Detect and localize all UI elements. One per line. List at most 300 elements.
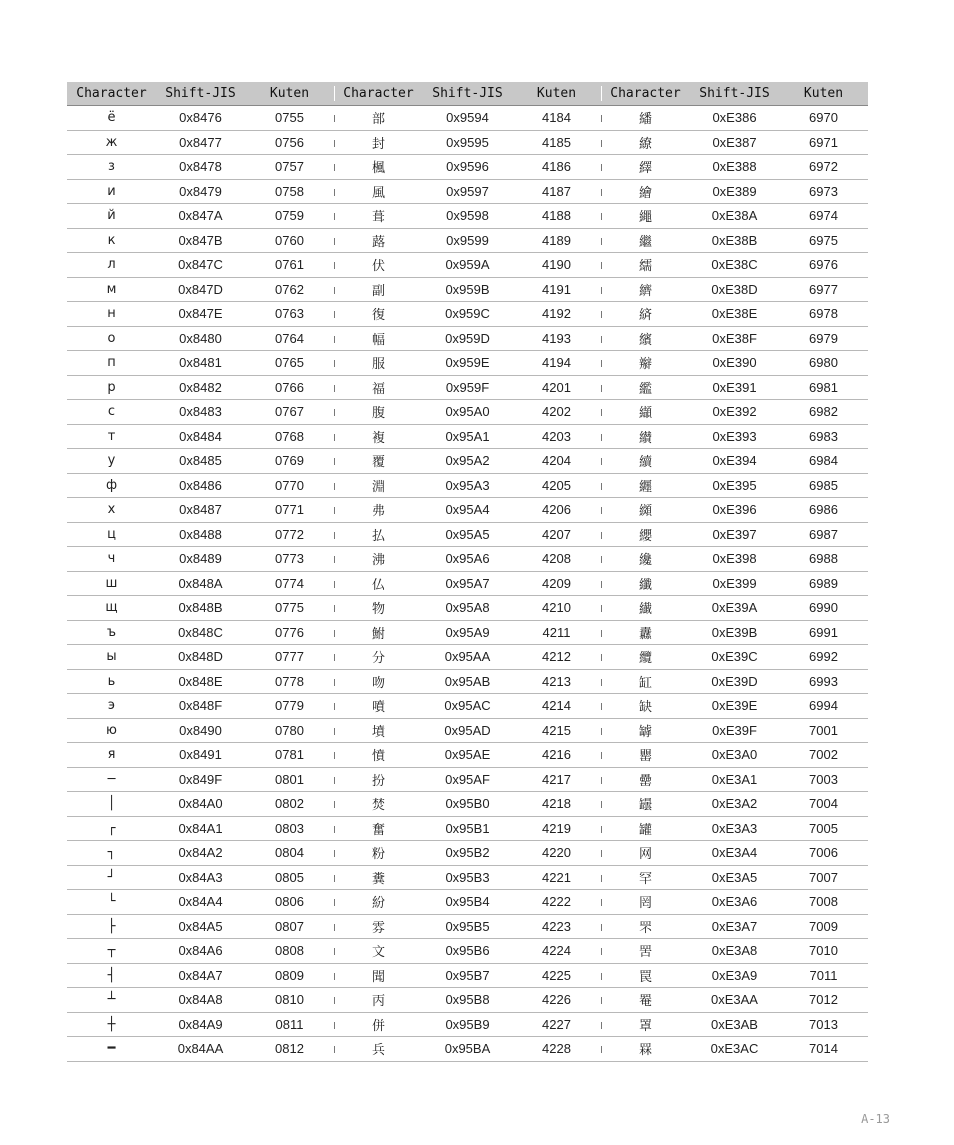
shift-jis-cell: 0xE3A3 [690,816,779,841]
kuten-cell: 0801 [245,767,334,792]
kuten-cell: 7011 [779,963,868,988]
shift-jis-cell: 0x84A2 [156,841,245,866]
shift-jis-cell: 0x95AF [423,767,512,792]
kuten-cell: 4203 [512,424,601,449]
character-cell: 纛 [601,620,690,645]
table-row [67,1037,868,1062]
character-cell: м [67,277,156,302]
shift-jis-cell: 0x95B9 [423,1012,512,1037]
character-cell: 聞 [334,963,423,988]
kuten-cell: 4193 [512,326,601,351]
kuten-cell: 4216 [512,743,601,768]
character-cell: и [67,179,156,204]
shift-jis-cell: 0x848A [156,571,245,596]
kuten-cell: 4184 [512,106,601,131]
character-cell: ъ [67,620,156,645]
table-row [67,792,868,817]
kuten-cell: 4202 [512,400,601,425]
character-cell: 罘 [601,914,690,939]
shift-jis-cell: 0x95A7 [423,571,512,596]
table-row [67,424,868,449]
kuten-cell: 7012 [779,988,868,1013]
kuten-cell: 6986 [779,498,868,523]
character-cell: с [67,400,156,425]
shift-jis-cell: 0x95A8 [423,596,512,621]
character-cell: ┌ [67,816,156,841]
character-cell: 缸 [601,669,690,694]
kuten-cell: 4227 [512,1012,601,1037]
character-cell: 払 [334,522,423,547]
character-cell: 繻 [601,253,690,278]
character-cell: 罧 [601,1037,690,1062]
kuten-cell: 4201 [512,375,601,400]
shift-jis-cell: 0x84A1 [156,816,245,841]
column-header: Character [601,82,690,106]
character-cell: 罎 [601,792,690,817]
character-cell: 雰 [334,914,423,939]
column-header: Shift-JIS [423,82,512,106]
character-cell: 罕 [601,865,690,890]
kuten-cell: 0774 [245,571,334,596]
shift-jis-cell: 0xE39C [690,645,779,670]
kuten-cell: 0775 [245,596,334,621]
table-row [67,326,868,351]
kuten-cell: 4191 [512,277,601,302]
character-cell: 服 [334,351,423,376]
kuten-cell: 0811 [245,1012,334,1037]
kuten-cell: 4207 [512,522,601,547]
kuten-cell: 6994 [779,694,868,719]
character-cell: 罅 [601,718,690,743]
shift-jis-cell: 0x848D [156,645,245,670]
shift-jis-cell: 0x9598 [423,204,512,229]
shift-jis-cell: 0x848F [156,694,245,719]
table-row [67,645,868,670]
shift-jis-cell: 0xE3A6 [690,890,779,915]
shift-jis-cell: 0x95A5 [423,522,512,547]
character-cell: ц [67,522,156,547]
kuten-cell: 4192 [512,302,601,327]
shift-jis-cell: 0x959F [423,375,512,400]
character-cell: 纐 [601,498,690,523]
kuten-cell: 4211 [512,620,601,645]
kuten-cell: 4222 [512,890,601,915]
shift-jis-cell: 0x95B0 [423,792,512,817]
kuten-cell: 4186 [512,155,601,180]
character-cell: 部 [334,106,423,131]
character-cell: т [67,424,156,449]
kuten-cell: 0764 [245,326,334,351]
kuten-cell: 6993 [779,669,868,694]
character-cell: 併 [334,1012,423,1037]
kuten-cell: 6992 [779,645,868,670]
character-cell: ├ [67,914,156,939]
kuten-cell: 4224 [512,939,601,964]
kuten-cell: 0770 [245,473,334,498]
shift-jis-cell: 0x95B3 [423,865,512,890]
kuten-cell: 0781 [245,743,334,768]
table-row [67,547,868,572]
shift-jis-cell: 0x95AB [423,669,512,694]
table-row [67,375,868,400]
kuten-cell: 0807 [245,914,334,939]
shift-jis-cell: 0xE39D [690,669,779,694]
character-cell: 繚 [601,130,690,155]
kuten-cell: 0757 [245,155,334,180]
shift-jis-cell: 0xE3AB [690,1012,779,1037]
column-header: Kuten [512,82,601,106]
character-cell: 風 [334,179,423,204]
character-cell: 複 [334,424,423,449]
shift-jis-cell: 0x8484 [156,424,245,449]
shift-jis-cell: 0x84A3 [156,865,245,890]
shift-jis-cell: 0x95B7 [423,963,512,988]
kuten-cell: 6972 [779,155,868,180]
table-row [67,890,868,915]
table-row [67,106,868,131]
shift-jis-cell: 0x95B8 [423,988,512,1013]
shift-jis-cell: 0xE394 [690,449,779,474]
character-cell: ь [67,669,156,694]
table-body [67,106,868,1062]
kuten-cell: 4208 [512,547,601,572]
character-cell: 纈 [601,400,690,425]
kuten-cell: 6987 [779,522,868,547]
shift-jis-cell: 0x959D [423,326,512,351]
table-row [67,963,868,988]
character-cell: 扮 [334,767,423,792]
character-cell: 腹 [334,400,423,425]
character-cell: щ [67,596,156,621]
character-cell: 葺 [334,204,423,229]
shift-jis-cell: 0x8489 [156,547,245,572]
kuten-cell: 6973 [779,179,868,204]
kuten-cell: 0776 [245,620,334,645]
shift-jis-cell: 0x95A2 [423,449,512,474]
character-cell: 副 [334,277,423,302]
shift-jis-cell: 0xE3A0 [690,743,779,768]
character-cell: й [67,204,156,229]
shift-jis-cell: 0x95B4 [423,890,512,915]
character-cell: 粉 [334,841,423,866]
shift-jis-cell: 0xE3A7 [690,914,779,939]
character-cell: 纃 [601,277,690,302]
kuten-cell: 0758 [245,179,334,204]
kuten-cell: 6974 [779,204,868,229]
table-row [67,449,868,474]
kuten-cell: 6980 [779,351,868,376]
kuten-cell: 4205 [512,473,601,498]
shift-jis-cell: 0xE391 [690,375,779,400]
kuten-cell: 0803 [245,816,334,841]
kuten-cell: 4215 [512,718,601,743]
kuten-cell: 6971 [779,130,868,155]
shift-jis-cell: 0x95AA [423,645,512,670]
character-cell: 纒 [601,473,690,498]
character-cell: 墳 [334,718,423,743]
table-row [67,571,868,596]
kuten-cell: 7010 [779,939,868,964]
shift-jis-cell: 0x84A9 [156,1012,245,1037]
character-cell: я [67,743,156,768]
kuten-cell: 4187 [512,179,601,204]
kuten-cell: 0756 [245,130,334,155]
character-cell: ┘ [67,865,156,890]
kuten-cell: 4226 [512,988,601,1013]
shift-jis-cell: 0x847D [156,277,245,302]
shift-jis-cell: 0xE3A1 [690,767,779,792]
character-cell: 仏 [334,571,423,596]
shift-jis-cell: 0x848E [156,669,245,694]
kuten-cell: 4185 [512,130,601,155]
shift-jis-cell: 0x95A9 [423,620,512,645]
kuten-cell: 6989 [779,571,868,596]
table-row [67,179,868,204]
character-cell: 纔 [601,547,690,572]
character-cell: 罩 [601,1012,690,1037]
column-header: Kuten [779,82,868,106]
shift-jis-cell: 0x8477 [156,130,245,155]
character-cell: х [67,498,156,523]
shift-jis-cell: 0x95B5 [423,914,512,939]
character-cell: 緕 [601,302,690,327]
character-cell: 楓 [334,155,423,180]
character-cell: л [67,253,156,278]
character-cell: р [67,375,156,400]
character-cell: 續 [601,449,690,474]
character-cell: 覆 [334,449,423,474]
table-row [67,939,868,964]
character-cell: 罐 [601,816,690,841]
shift-jis-cell: 0x959A [423,253,512,278]
shift-jis-cell: 0x959C [423,302,512,327]
character-cell: 罍 [601,767,690,792]
character-cell: 復 [334,302,423,327]
kuten-cell: 0810 [245,988,334,1013]
character-cell: 繙 [601,106,690,131]
shift-jis-cell: 0xE3A8 [690,939,779,964]
shift-jis-cell: 0x8486 [156,473,245,498]
table-row [67,767,868,792]
kuten-cell: 7003 [779,767,868,792]
page-number: A-13 [861,1112,890,1126]
shift-jis-cell: 0xE38C [690,253,779,278]
kuten-cell: 7004 [779,792,868,817]
character-cell: 鮒 [334,620,423,645]
kuten-cell: 4188 [512,204,601,229]
kuten-cell: 4223 [512,914,601,939]
shift-jis-cell: 0xE38D [690,277,779,302]
shift-jis-cell: 0xE392 [690,400,779,425]
kuten-cell: 6985 [779,473,868,498]
kuten-cell: 4220 [512,841,601,866]
table-row [67,351,868,376]
kuten-cell: 4194 [512,351,601,376]
shift-jis-cell: 0xE395 [690,473,779,498]
kuten-cell: 4190 [512,253,601,278]
shift-jis-cell: 0xE389 [690,179,779,204]
table-header-row [67,82,868,106]
character-cell: п [67,351,156,376]
shift-jis-cell: 0x847C [156,253,245,278]
kuten-cell: 0767 [245,400,334,425]
shift-jis-cell: 0x9597 [423,179,512,204]
character-cell: 罨 [601,988,690,1013]
character-cell: о [67,326,156,351]
character-cell: 丙 [334,988,423,1013]
character-cell: ф [67,473,156,498]
character-cell: 纉 [601,424,690,449]
character-cell: │ [67,792,156,817]
table-row [67,277,868,302]
kuten-cell: 0765 [245,351,334,376]
character-cell: 繹 [601,155,690,180]
kuten-cell: 4210 [512,596,601,621]
kuten-cell: 4218 [512,792,601,817]
shift-jis-cell: 0x95AD [423,718,512,743]
shift-jis-cell: 0x95AE [423,743,512,768]
shift-jis-cell: 0x84A7 [156,963,245,988]
shift-jis-cell: 0x8488 [156,522,245,547]
character-cell: 焚 [334,792,423,817]
shift-jis-cell: 0x8485 [156,449,245,474]
kuten-cell: 0762 [245,277,334,302]
kuten-cell: 4212 [512,645,601,670]
shift-jis-cell: 0x959B [423,277,512,302]
table-row [67,130,868,155]
shift-jis-cell: 0xE39B [690,620,779,645]
shift-jis-cell: 0x84AA [156,1037,245,1062]
character-cell: 繪 [601,179,690,204]
character-cell: 兵 [334,1037,423,1062]
kuten-cell: 6990 [779,596,868,621]
character-cell: 吻 [334,669,423,694]
shift-jis-cell: 0x9595 [423,130,512,155]
shift-jis-cell: 0x95B1 [423,816,512,841]
shift-jis-cell: 0x847B [156,228,245,253]
character-cell: 繽 [601,326,690,351]
column-header: Shift-JIS [690,82,779,106]
shift-jis-cell: 0x8476 [156,106,245,131]
table-row [67,988,868,1013]
kuten-cell: 0805 [245,865,334,890]
kuten-cell: 0755 [245,106,334,131]
shift-jis-cell: 0x95A6 [423,547,512,572]
kuten-cell: 0806 [245,890,334,915]
shift-jis-cell: 0x8483 [156,400,245,425]
character-cell: 文 [334,939,423,964]
character-cell: 糞 [334,865,423,890]
character-cell: 罌 [601,743,690,768]
table-row [67,816,868,841]
shift-jis-cell: 0x84A6 [156,939,245,964]
kuten-cell: 6978 [779,302,868,327]
column-header: Shift-JIS [156,82,245,106]
table-row [67,596,868,621]
shift-jis-cell: 0xE3AA [690,988,779,1013]
character-code-table [67,82,868,1062]
shift-jis-cell: 0x849F [156,767,245,792]
shift-jis-cell: 0x8480 [156,326,245,351]
table-row [67,228,868,253]
character-cell: ━ [67,1037,156,1062]
character-cell: э [67,694,156,719]
shift-jis-cell: 0xE3A5 [690,865,779,890]
character-cell: ш [67,571,156,596]
shift-jis-cell: 0x9599 [423,228,512,253]
kuten-cell: 4189 [512,228,601,253]
character-cell: 弗 [334,498,423,523]
character-cell: 紛 [334,890,423,915]
character-cell: 罔 [601,890,690,915]
kuten-cell: 0763 [245,302,334,327]
shift-jis-cell: 0x8479 [156,179,245,204]
kuten-cell: 7002 [779,743,868,768]
character-cell: 伏 [334,253,423,278]
kuten-cell: 6976 [779,253,868,278]
kuten-cell: 0808 [245,939,334,964]
kuten-cell: 4217 [512,767,601,792]
kuten-cell: 7006 [779,841,868,866]
character-cell: ┴ [67,988,156,1013]
kuten-cell: 0761 [245,253,334,278]
kuten-cell: 6975 [779,228,868,253]
kuten-cell: 0802 [245,792,334,817]
shift-jis-cell: 0xE38F [690,326,779,351]
character-cell: 噴 [334,694,423,719]
kuten-cell: 6982 [779,400,868,425]
kuten-cell: 7009 [779,914,868,939]
character-cell: └ [67,890,156,915]
kuten-cell: 0768 [245,424,334,449]
column-header: Character [334,82,423,106]
shift-jis-cell: 0x8481 [156,351,245,376]
shift-jis-cell: 0xE38E [690,302,779,327]
kuten-cell: 4204 [512,449,601,474]
table-row [67,473,868,498]
shift-jis-cell: 0x848B [156,596,245,621]
character-cell: 憤 [334,743,423,768]
column-header: Character [67,82,156,106]
table-row [67,1012,868,1037]
kuten-cell: 0759 [245,204,334,229]
kuten-cell: 0809 [245,963,334,988]
character-cell: 幅 [334,326,423,351]
shift-jis-cell: 0x84A4 [156,890,245,915]
shift-jis-cell: 0x8482 [156,375,245,400]
kuten-cell: 0769 [245,449,334,474]
kuten-cell: 4219 [512,816,601,841]
kuten-cell: 7008 [779,890,868,915]
kuten-cell: 4221 [512,865,601,890]
shift-jis-cell: 0xE3A9 [690,963,779,988]
kuten-cell: 6983 [779,424,868,449]
character-cell: 繼 [601,228,690,253]
kuten-cell: 0812 [245,1037,334,1062]
shift-jis-cell: 0xE396 [690,498,779,523]
shift-jis-cell: 0x95B6 [423,939,512,964]
shift-jis-cell: 0xE3A2 [690,792,779,817]
shift-jis-cell: 0xE3A4 [690,841,779,866]
character-cell: ┐ [67,841,156,866]
character-cell: ┼ [67,1012,156,1037]
character-cell: к [67,228,156,253]
table-row [67,253,868,278]
character-cell: ё [67,106,156,131]
character-cell: 封 [334,130,423,155]
character-cell: н [67,302,156,327]
kuten-cell: 0779 [245,694,334,719]
